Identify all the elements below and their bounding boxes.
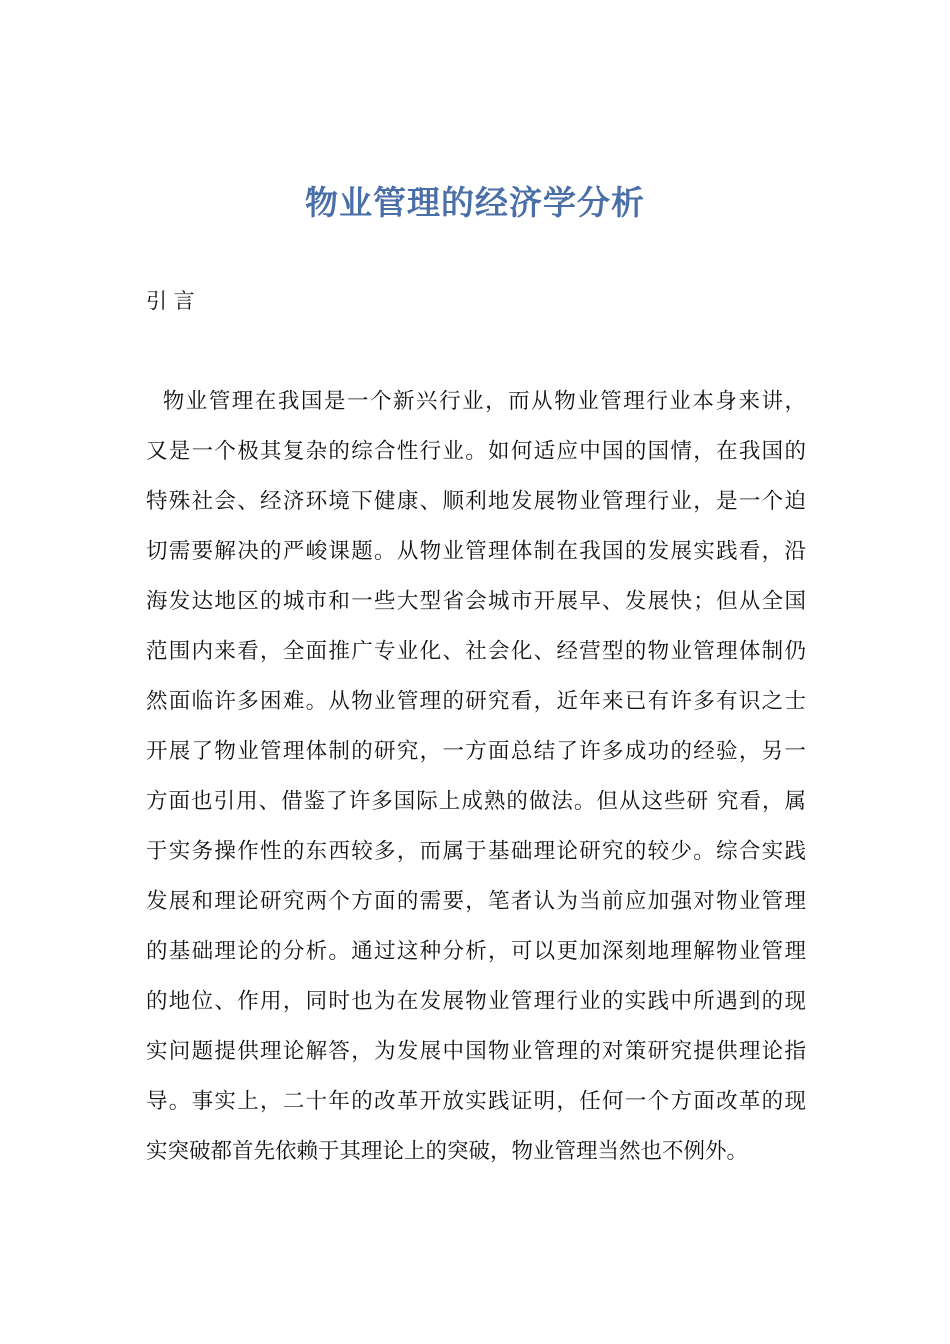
paragraph-line: 开展了物业管理体制的研究，一方面总结了许多成功的经验，另一 — [146, 739, 806, 764]
paragraph-line: 海发达地区的城市和一些大型省会城市开展早、发展快；但从全国 — [146, 589, 806, 614]
paragraph-line: 方面也引用、借鉴了许多国际上成熟的做法。但从这些研 究看，属 — [146, 789, 806, 814]
paragraph-line: 物业管理在我国是一个新兴行业，而从物业管理行业本身来讲， — [146, 389, 806, 414]
document-title: 物业管理的经济学分析 — [305, 183, 645, 222]
paragraph-line: 发展和理论研究两个方面的需要，笔者认为当前应加强对物业管理 — [146, 889, 806, 914]
paragraph-line: 然面临许多困难。从物业管理的研究看，近年来已有许多有识之士 — [146, 689, 806, 714]
paragraph-line: 切需要解决的严峻课题。从物业管理体制在我国的发展实践看，沿 — [146, 539, 806, 564]
paragraph-line: 实突破都首先依赖于其理论上的突破，物业管理当然也不例外。 — [146, 1139, 749, 1164]
paragraph-line: 特殊社会、经济环境下健康、顺利地发展物业管理行业，是一个迫 — [146, 489, 806, 514]
paragraph-line: 又是一个极其复杂的综合性行业。如何适应中国的国情，在我国的 — [146, 439, 806, 464]
section-heading-introduction: 引 言 — [146, 289, 195, 313]
paragraph-line: 实问题提供理论解答，为发展中国物业管理的对策研究提供理论指 — [146, 1039, 806, 1064]
body-paragraph — [146, 377, 806, 1177]
paragraph-line: 的地位、作用，同时也为在发展物业管理行业的实践中所遇到的现 — [146, 989, 806, 1014]
paragraph-line: 于实务操作性的东西较多，而属于基础理论研究的较少。综合实践 — [146, 839, 806, 864]
paragraph-line: 的基础理论的分析。通过这种分析，可以更加深刻地理解物业管理 — [146, 939, 806, 964]
paragraph-line: 导。事实上，二十年的改革开放实践证明，任何一个方面改革的现 — [146, 1089, 806, 1114]
paragraph-line: 范围内来看，全面推广专业化、社会化、经营型的物业管理体制仍 — [146, 639, 806, 664]
